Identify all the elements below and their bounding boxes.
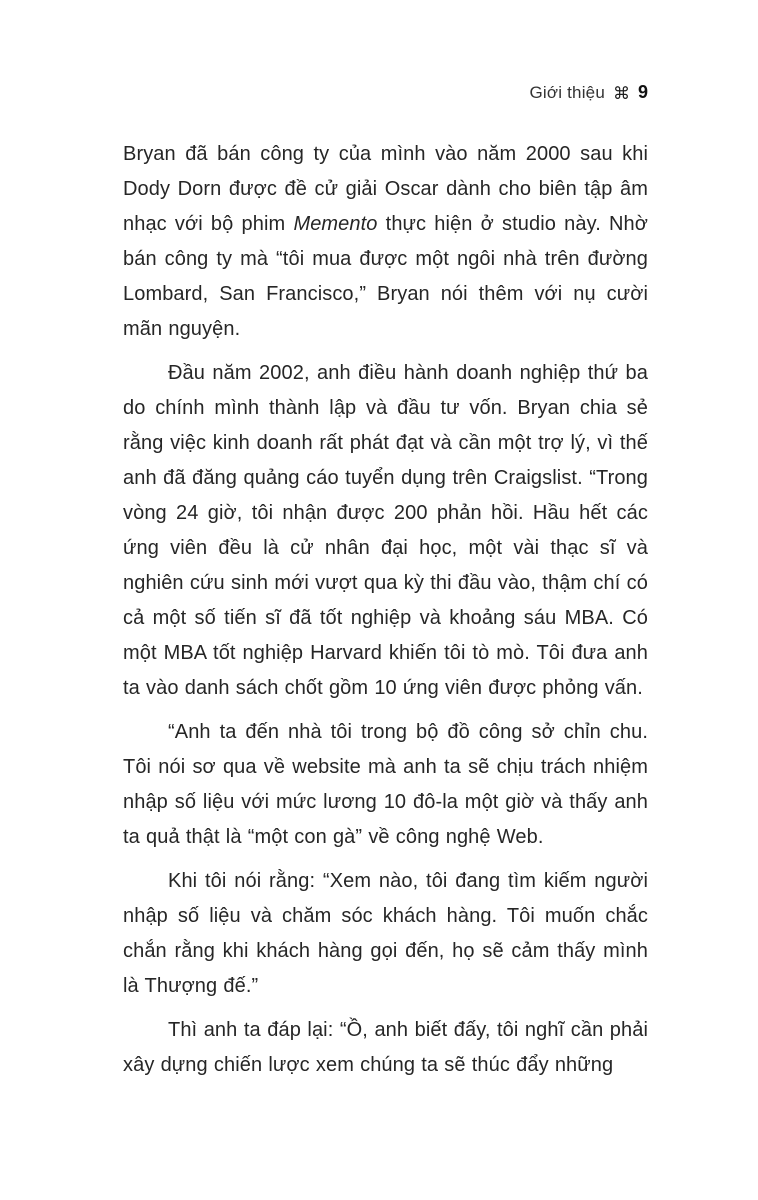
paragraph-3: “Anh ta đến nhà tôi trong bộ đồ công sở chỉn chu. Tôi nói sơ qua về website mà anh ta sẽ chịu trách nhiệm nhập số liệu với mức lương 10 đô-la một giờ và thấy anh ta quả thật là “một con gà” về công nghệ Web. — [123, 721, 648, 848]
paragraph-2: Đầu năm 2002, anh điều hành doanh nghiệp thứ ba do chính mình thành lập và đầu tư vốn. Bryan chia sẻ rằng việc kinh doanh rất phát đạt và cần một trợ lý, vì thế anh đã đăng quảng cáo tuyển dụng trên Craigslist. “Trong vòng 24 giờ, tôi nhận được 200 phản hồi. Hầu hết các ứng viên đều là cử nhân đại học, một vài thạc sĩ và nghiên cứu sinh mới vượt qua kỳ thi đầu vào, thậm chí có cả một số tiến sĩ đã tốt nghiệp và khoảng sáu MBA. Có một MBA tốt nghiệp Harvard khiến tôi tò mò. Tôi đưa anh ta vào danh sách chốt gồm 10 ứng viên được phỏng vấn. — [123, 362, 648, 699]
paragraph-1-text-after: thực hiện ở studio này. Nhờ bán công ty mà “tôi mua được một ngôi nhà trên đường Lombard, San Francisco,” Bryan nói thêm với nụ cười mãn nguyện. — [123, 213, 648, 340]
body-text — [123, 137, 648, 1092]
book-title-italic: Memento — [293, 213, 378, 235]
paragraph-1-text-before: Bryan đã bán công ty của mình vào năm 2000 sau khi Dody Dorn được đề cử giải Oscar dành cho biên tập âm nhạc với bộ phim — [123, 143, 648, 235]
command-separator-icon: ⌘ — [612, 84, 630, 103]
section-title: Giới thiệu — [529, 83, 605, 102]
paragraph-5: Thì anh ta đáp lại: “Ồ, anh biết đấy, tôi nghĩ cần phải xây dựng chiến lược xem chúng ta sẽ thúc đẩy những — [123, 1019, 648, 1076]
page-number: 9 — [637, 82, 648, 102]
paragraph-4: Khi tôi nói rằng: “Xem nào, tôi đang tìm kiếm người nhập số liệu và chăm sóc khách hàng. Tôi muốn chắc chắn rằng khi khách hàng gọi đến, họ sẽ cảm thấy mình là Thượng đế.” — [123, 870, 648, 997]
paragraph-1 — [123, 137, 648, 347]
page-header — [529, 82, 648, 103]
